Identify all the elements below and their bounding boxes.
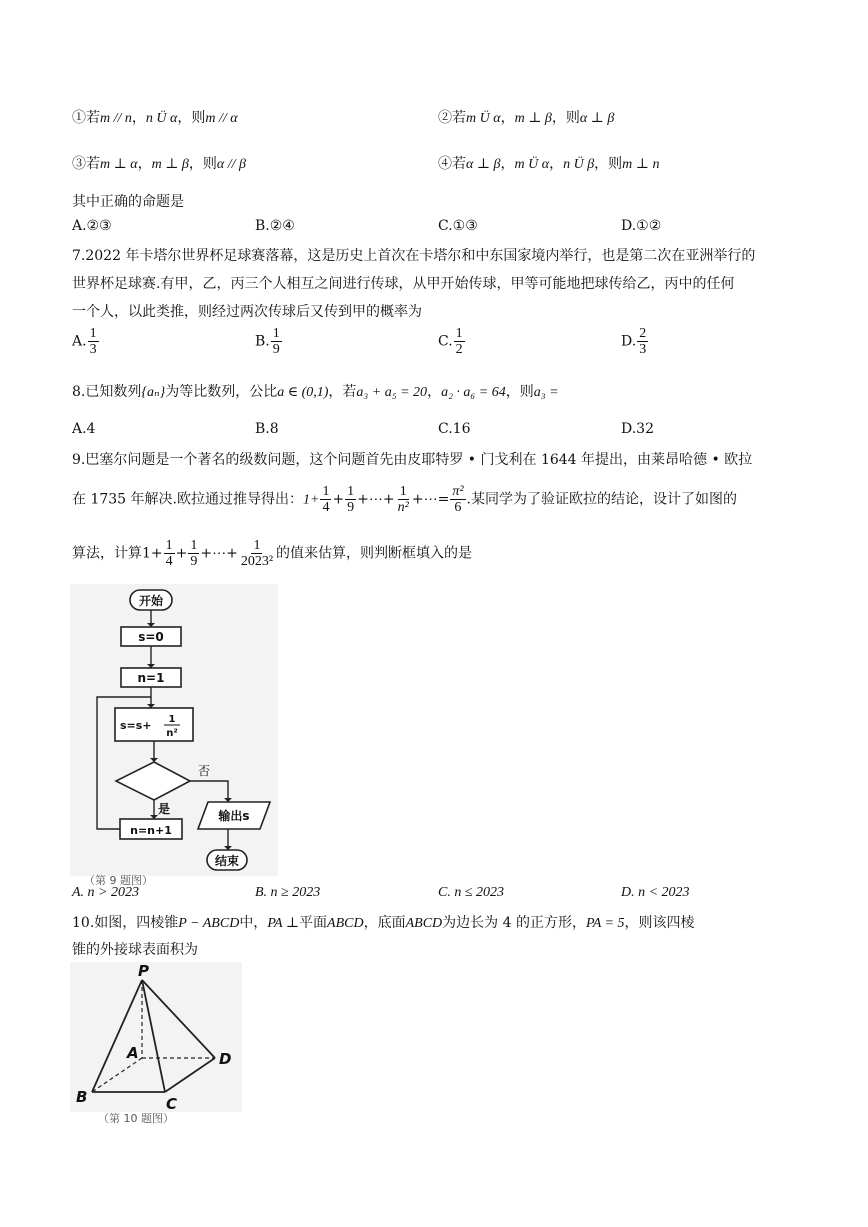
q7-option-d[interactable]: D. $\frac{2}{3}$	[621, 326, 647, 357]
q8-text: 8.已知数列{aₙ}为等比数列，公比a ∈ (0,1)，若a₃ + a₅ = 20，a₂ · a₆ = 64，则a₃ =	[72, 384, 559, 400]
flow-no-label: 否	[198, 764, 211, 778]
label-B: B	[76, 1088, 88, 1106]
q7-option-b[interactable]: B. $\frac{1}{9}$	[255, 326, 280, 357]
q9-option-a[interactable]: A. n > 2023	[72, 885, 139, 900]
q9-option-b[interactable]: B. n ≥ 2023	[255, 885, 321, 900]
flow-init-s-label: s=0	[138, 630, 164, 644]
q6-statement-3: ③若m ⊥ α，m ⊥ β，则α // β	[72, 156, 246, 172]
label-A: A	[127, 1044, 139, 1062]
q7-text-line-2: 世界杯足球赛.有甲，乙，丙三个人相互之间进行传球，从甲开始传球，甲等可能地把球传给乙，丙中的任何	[72, 276, 735, 292]
flow-increment-label: n=n+1	[130, 824, 172, 837]
label-C: C	[166, 1095, 178, 1113]
flow-caption: （第 9 题图）	[84, 874, 153, 887]
q7-text-line-3: 一个人，以此类推，则经过两次传球后又传到甲的概率为	[72, 304, 422, 320]
q6-statement-4: ④若α ⊥ β，m Ü α，n Ü β，则m ⊥ n	[438, 156, 660, 172]
q8-option-a[interactable]: A.4	[72, 421, 96, 437]
q10-pyramid-figure	[70, 962, 242, 1125]
flow-yes-label: 是	[158, 802, 171, 816]
q6-option-b[interactable]: B.②④	[255, 218, 295, 234]
q6-option-a[interactable]: A.②③	[72, 218, 112, 234]
q6-option-c[interactable]: C.①③	[438, 218, 478, 234]
q6-option-d[interactable]: D.①②	[621, 218, 662, 234]
q9-text-line-3: 算法，计算1+ $\frac{1}{4}$ + $\frac{1}{9}$ +⋯+ $\frac{1}{\text{2023²}}$ 的值来估算，则判断框填入的是	[72, 538, 473, 569]
q9-text-line-2: 在 1735 年解决.欧拉通过推导得出：1+ $\frac{1}{4}$ + $\frac{1}{9}$ +⋯+ $\frac{1}{\text{n²}}$ +⋯= $\frac{\text{π²}}{6}$ .某同学为了验证欧拉的结论，设计了如图的	[72, 484, 737, 515]
flow-update-lhs: s=s+	[120, 719, 152, 732]
label-D: D	[219, 1050, 232, 1068]
q7-text-line-1: 7.2022 年卡塔尔世界杯足球赛落幕，这是历史上首次在卡塔尔和中东国家境内举行，也是第二次在亚洲举行的	[72, 248, 756, 264]
q8-option-c[interactable]: C.16	[438, 421, 471, 437]
q10-text-line-1: 10.如图，四棱锥P − ABCD中，PA ⊥平面ABCD，底面ABCD为边长为 4 的正方形，PA = 5，则该四棱	[72, 915, 695, 931]
flow-update-num: 1	[168, 714, 176, 725]
figure-caption: （第 10 题图）	[98, 1112, 174, 1125]
q6-statement-1: ①若m // n，n Ü α，则m // α	[72, 110, 238, 126]
flow-output-label: 输出s	[218, 809, 250, 823]
flow-start-label: 开始	[138, 594, 164, 608]
q10-text-line-2: 锥的外接球表面积为	[72, 942, 198, 958]
q7-option-c[interactable]: C. $\frac{1}{2}$	[438, 326, 463, 357]
q9-option-c[interactable]: C. n ≤ 2023	[438, 885, 505, 900]
q6-prompt: 其中正确的命题是	[72, 194, 184, 210]
q7-option-a[interactable]: A. $\frac{1}{3}$	[72, 326, 97, 357]
q9-flowchart	[70, 584, 278, 887]
q6-statement-2: ②若m Ü α，m ⊥ β，则α ⊥ β	[438, 110, 615, 126]
flow-end-label: 结束	[214, 854, 240, 868]
q9-text-line-1: 9.巴塞尔问题是一个著名的级数问题，这个问题首先由皮耶特罗 • 门戈利在 1644 年提出，由莱昂哈德 • 欧拉	[72, 452, 753, 468]
q8-option-b[interactable]: B.8	[255, 421, 279, 437]
flow-update-den: n²	[166, 728, 178, 739]
q9-option-d[interactable]: D. n < 2023	[621, 885, 690, 900]
flow-init-n-label: n=1	[137, 671, 165, 685]
q8-option-d[interactable]: D.32	[621, 421, 654, 437]
label-P: P	[138, 962, 149, 980]
